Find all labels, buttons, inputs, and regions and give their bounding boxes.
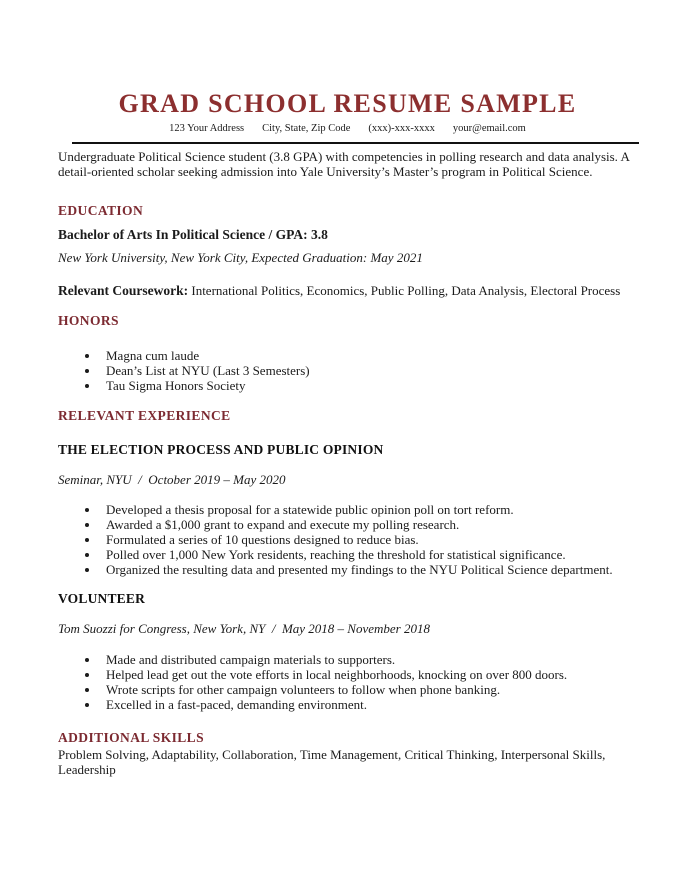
section-heading-education: EDUCATION: [58, 202, 144, 218]
coursework-line: [58, 283, 637, 299]
coursework-label: Relevant Coursework:: [58, 283, 189, 299]
contact-phone: (xxx)-xxx-xxxx: [368, 122, 435, 134]
contact-email: your@email.com: [452, 122, 526, 134]
list-item: • Polled over 1,000 New York residents, reaching the threshold for statistical significance.: [100, 547, 637, 562]
entry-meta: Tom Suozzi for Congress, New York, NY / May 2018 – November 2018: [58, 620, 430, 636]
list-item: • Made and distributed campaign materials to supporters.: [100, 652, 637, 667]
school-line: New York University, New York City, Expected Graduation: May 2021: [58, 250, 423, 266]
experience-entry: [58, 442, 637, 577]
list-item: • Excelled in a fast-paced, demanding environment.: [100, 697, 637, 712]
honors-list: [58, 348, 637, 393]
list-item: • Dean’s List at NYU (Last 3 Semesters): [100, 363, 637, 378]
list-item: • Awarded a $1,000 grant to expand and execute my polling research.: [100, 517, 637, 532]
section-honors: [58, 313, 637, 393]
entry-title: VOLUNTEER: [58, 590, 146, 606]
summary-text: Undergraduate Political Science student (3.8 GPA) with competencies in polling research and data analysis. A detail-oriented scholar seeking admission into Yale University’s Master’s program in Political Science.: [58, 148, 630, 179]
experience-entry: [58, 591, 637, 712]
skills-text: Problem Solving, Adaptability, Collaboration, Time Management, Critical Thinking, Interpersonal Skills, Leadership: [58, 746, 606, 777]
coursework-list: International Politics, Economics, Public Polling, Data Analysis, Electoral Process: [191, 283, 621, 299]
entry-title: THE ELECTION PROCESS AND PUBLIC OPINION: [58, 441, 384, 457]
page-title: GRAD SCHOOL RESUME SAMPLE: [118, 89, 577, 118]
header-divider: [72, 142, 639, 144]
contact-address: 123 Your Address: [169, 122, 245, 134]
list-item: • Wrote scripts for other campaign volunteers to follow when phone banking.: [100, 682, 637, 697]
list-item: • Magna cum laude: [100, 348, 637, 363]
list-item: • Tau Sigma Honors Society: [100, 378, 637, 393]
contact-city-state-zip: City, State, Zip Code: [262, 122, 351, 134]
experience-bullet-list: [58, 502, 637, 577]
list-item: • Organized the resulting data and presented my findings to the NYU Political Science department.: [100, 562, 637, 577]
contact-line: [58, 122, 637, 135]
entry-meta: Seminar, NYU / October 2019 – May 2020: [58, 471, 286, 487]
list-item: • Developed a thesis proposal for a statewide public opinion poll on tort reform.: [100, 502, 637, 517]
section-education: [58, 203, 637, 300]
section-experience: [58, 408, 637, 711]
section-heading-honors: HONORS: [58, 313, 119, 329]
list-item: • Formulated a series of 10 questions designed to reduce bias.: [100, 532, 637, 547]
section-heading-experience: RELEVANT EXPERIENCE: [58, 408, 231, 424]
degree-line: Bachelor of Arts In Political Science / GPA: 3.8: [58, 226, 328, 242]
section-heading-additional-skills: ADDITIONAL SKILLS: [58, 729, 204, 745]
volunteer-bullet-list: [58, 652, 637, 712]
list-item: • Helped lead get out the vote efforts in local neighborhoods, knocking on over 800 doors.: [100, 667, 637, 682]
section-additional-skills: [58, 730, 637, 778]
